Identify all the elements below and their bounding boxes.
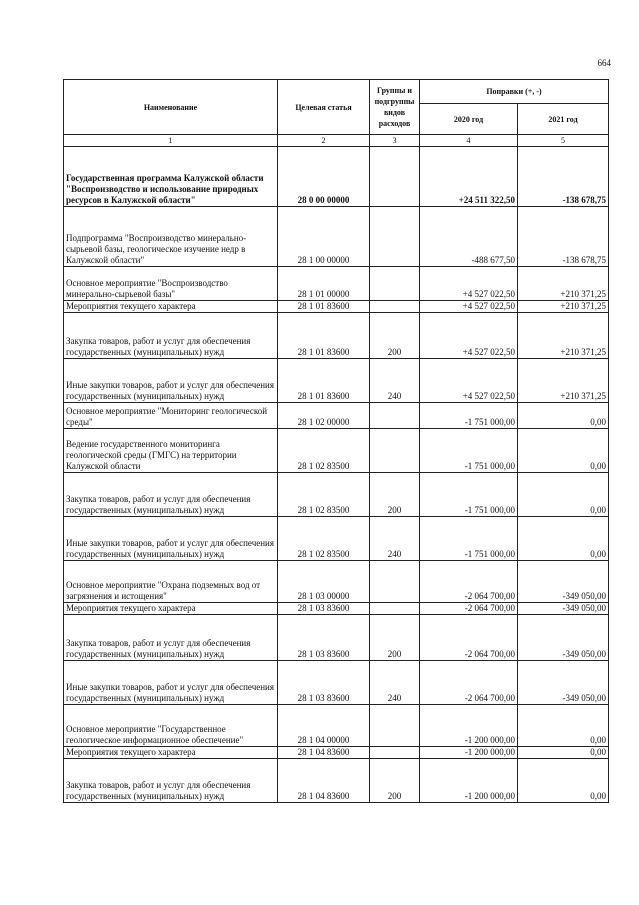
row-name: Иные закупки товаров, работ и услуг для обеспечения государственных (муниципальных) нужд [64, 359, 278, 403]
row-group-code [370, 429, 420, 473]
row-amount-2020: -2 064 700,00 [420, 603, 518, 615]
row-target-code: 28 1 02 83500 [278, 429, 370, 473]
row-group-code [370, 403, 420, 429]
row-name: Подпрограмма "Воспроизводство минерально-сырьевой базы, геологическое изучение недр в Калужской области" [64, 207, 278, 267]
row-name: Основное мероприятие "Мониторинг геологической среды" [64, 403, 278, 429]
row-amount-2020: -1 200 000,00 [420, 759, 518, 803]
table-row [64, 473, 609, 517]
row-target-code: 28 1 03 00000 [278, 561, 370, 603]
row-amount-2020: +4 527 022,50 [420, 359, 518, 403]
row-amount-2021: -349 050,00 [518, 615, 609, 661]
table-row [64, 359, 609, 403]
row-amount-2021: +210 371,25 [518, 267, 609, 301]
column-number: 1 [64, 135, 278, 147]
column-number: 4 [420, 135, 518, 147]
row-amount-2020: -1 751 000,00 [420, 473, 518, 517]
row-amount-2020: +24 511 322,50 [420, 147, 518, 207]
row-name: Закупка товаров, работ и услуг для обеспечения государственных (муниципальных) нужд [64, 759, 278, 803]
row-group-code: 240 [370, 661, 420, 705]
header-year-2021: 2021 год [518, 104, 609, 135]
row-group-code [370, 603, 420, 615]
row-amount-2020: -1 751 000,00 [420, 429, 518, 473]
row-target-code: 28 1 04 83600 [278, 759, 370, 803]
table-row [64, 313, 609, 359]
column-number: 2 [278, 135, 370, 147]
row-group-code [370, 301, 420, 313]
budget-amendments-table [63, 79, 609, 803]
row-target-code: 28 0 00 00000 [278, 147, 370, 207]
column-number-row [64, 135, 609, 147]
row-amount-2021: 0,00 [518, 705, 609, 747]
row-group-code: 200 [370, 473, 420, 517]
row-amount-2021: 0,00 [518, 517, 609, 561]
row-name: Иные закупки товаров, работ и услуг для обеспечения государственных (муниципальных) нужд [64, 661, 278, 705]
header-year-2020: 2020 год [420, 104, 518, 135]
row-name: Закупка товаров, работ и услуг для обеспечения государственных (муниципальных) нужд [64, 473, 278, 517]
row-group-code [370, 747, 420, 759]
table-row [64, 747, 609, 759]
row-name: Иные закупки товаров, работ и услуг для обеспечения государственных (муниципальных) нужд [64, 517, 278, 561]
row-name: Основное мероприятие "Охрана подземных вод от загрязнения и истощения" [64, 561, 278, 603]
row-name: Закупка товаров, работ и услуг для обеспечения государственных (муниципальных) нужд [64, 313, 278, 359]
row-name: Мероприятия текущего характера [64, 747, 278, 759]
row-amount-2020: +4 527 022,50 [420, 313, 518, 359]
row-group-code [370, 267, 420, 301]
table-row [64, 403, 609, 429]
row-amount-2020: -1 751 000,00 [420, 517, 518, 561]
row-name: Мероприятия текущего характера [64, 603, 278, 615]
row-target-code: 28 1 00 00000 [278, 207, 370, 267]
row-target-code: 28 1 01 83600 [278, 301, 370, 313]
table-row [64, 615, 609, 661]
row-amount-2021: -349 050,00 [518, 661, 609, 705]
table-row [64, 561, 609, 603]
table-row [64, 267, 609, 301]
table-row [64, 705, 609, 747]
row-target-code: 28 1 04 00000 [278, 705, 370, 747]
row-target-code: 28 1 03 83600 [278, 661, 370, 705]
header-groups: Группы и подгруппы видов расходов [370, 80, 420, 135]
row-name: Основное мероприятие "Воспроизводство минерально-сырьевой базы" [64, 267, 278, 301]
row-target-code: 28 1 01 00000 [278, 267, 370, 301]
column-number: 3 [370, 135, 420, 147]
row-target-code: 28 1 02 83500 [278, 473, 370, 517]
table-row [64, 147, 609, 207]
row-amount-2020: -488 677,50 [420, 207, 518, 267]
page-number: 664 [597, 58, 611, 68]
row-amount-2020: -1 200 000,00 [420, 705, 518, 747]
row-target-code: 28 1 01 83600 [278, 359, 370, 403]
row-amount-2020: -1 200 000,00 [420, 747, 518, 759]
row-amount-2021: -349 050,00 [518, 603, 609, 615]
row-group-code [370, 147, 420, 207]
row-amount-2021: 0,00 [518, 429, 609, 473]
row-amount-2021: -138 678,75 [518, 147, 609, 207]
table-row [64, 759, 609, 803]
table-row [64, 301, 609, 313]
row-name: Мероприятия текущего характера [64, 301, 278, 313]
table-row [64, 661, 609, 705]
table-row [64, 517, 609, 561]
header-target: Целевая статья [278, 80, 370, 135]
row-amount-2021: -349 050,00 [518, 561, 609, 603]
row-amount-2021: 0,00 [518, 403, 609, 429]
row-amount-2020: -2 064 700,00 [420, 615, 518, 661]
row-target-code: 28 1 03 83600 [278, 615, 370, 661]
row-target-code: 28 1 03 83600 [278, 603, 370, 615]
table-row [64, 429, 609, 473]
row-group-code: 240 [370, 359, 420, 403]
row-name: Государственная программа Калужской области "Воспроизводство и использование природных ресурсов в Калужской области" [64, 147, 278, 207]
row-group-code: 200 [370, 313, 420, 359]
row-amount-2020: -2 064 700,00 [420, 661, 518, 705]
row-target-code: 28 1 04 83600 [278, 747, 370, 759]
row-amount-2020: -1 751 000,00 [420, 403, 518, 429]
row-amount-2021: 0,00 [518, 759, 609, 803]
column-number: 5 [518, 135, 609, 147]
table-row [64, 207, 609, 267]
row-amount-2021: 0,00 [518, 473, 609, 517]
row-amount-2020: +4 527 022,50 [420, 267, 518, 301]
row-amount-2021: 0,00 [518, 747, 609, 759]
row-amount-2021: +210 371,25 [518, 301, 609, 313]
header-amendments: Поправки (+, -) [420, 80, 609, 104]
row-amount-2021: +210 371,25 [518, 359, 609, 403]
header-name: Наименование [64, 80, 278, 135]
table-row [64, 603, 609, 615]
row-amount-2021: -138 678,75 [518, 207, 609, 267]
row-amount-2021: +210 371,25 [518, 313, 609, 359]
row-amount-2020: -2 064 700,00 [420, 561, 518, 603]
row-target-code: 28 1 02 83500 [278, 517, 370, 561]
row-target-code: 28 1 02 00000 [278, 403, 370, 429]
row-group-code [370, 207, 420, 267]
row-name: Закупка товаров, работ и услуг для обеспечения государственных (муниципальных) нужд [64, 615, 278, 661]
row-name: Основное мероприятие "Государственное геологическое информационное обеспечение" [64, 705, 278, 747]
row-group-code [370, 561, 420, 603]
row-name: Ведение государственного мониторинга геологической среды (ГМГС) на территории Калужской области [64, 429, 278, 473]
row-group-code: 200 [370, 615, 420, 661]
row-group-code: 200 [370, 759, 420, 803]
row-group-code: 240 [370, 517, 420, 561]
row-target-code: 28 1 01 83600 [278, 313, 370, 359]
row-amount-2020: +4 527 022,50 [420, 301, 518, 313]
row-group-code [370, 705, 420, 747]
